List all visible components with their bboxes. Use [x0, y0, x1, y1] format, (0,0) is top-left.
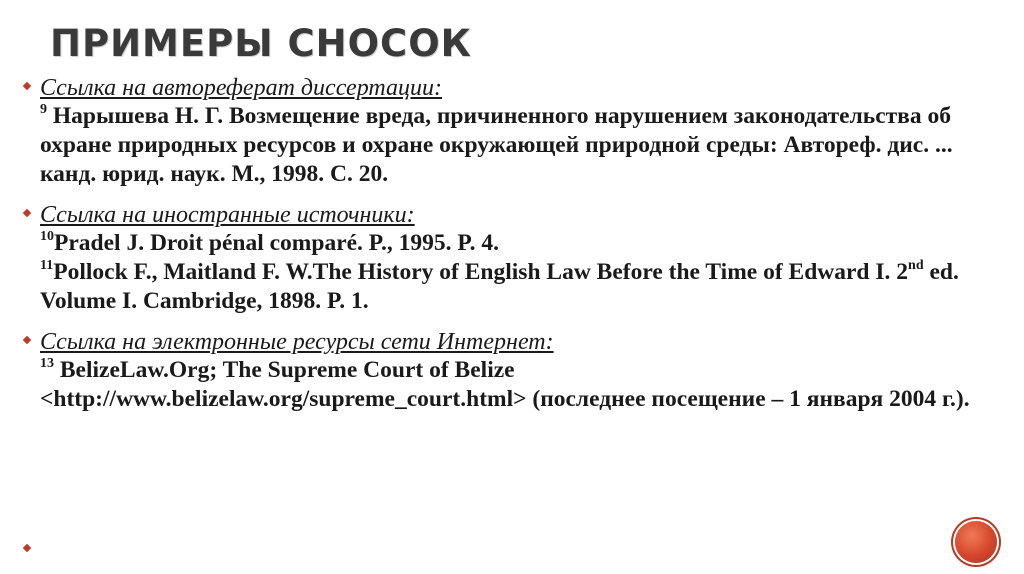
- section-heading: Ссылка на автореферат диссертации:: [40, 75, 442, 101]
- footnote-text: Нарышева Н. Г. Возмещение вреда, причиненного нарушением законодательства об охране природных ресурсов и охране окружающей природной среды: Автореф. дис. ... канд. юрид. наук. М., 1998. С. 20.: [40, 103, 953, 187]
- footnote-number: 11: [40, 258, 54, 274]
- footnote-text: Pollock F., Maitland F. W.The History of English Law Before the Time of Edward I. 2: [53, 259, 909, 285]
- diamond-bullet-icon: [23, 209, 31, 217]
- section-internet-resources: [22, 328, 1002, 414]
- footnote-entry: [40, 258, 1002, 316]
- footnote-entry: [40, 102, 1002, 189]
- footnote-text: Pradel J. Droit pénal comparé. P., 1995. P. 4.: [54, 230, 499, 256]
- footnote-number: 13: [40, 356, 54, 372]
- diamond-bullet-icon: [23, 336, 31, 344]
- footnote-text: BelizeLaw.Org; The Supreme Court of Belize <http://www.belizelaw.org/supreme_court.html> (последнее посещение – 1 января 2004 г.).: [40, 357, 970, 412]
- circle-nav-button-icon[interactable]: [955, 521, 997, 563]
- section-dissertation: [22, 74, 1002, 189]
- ordinal-suffix: nd: [908, 258, 924, 274]
- footnote-examples-list: [22, 74, 1002, 414]
- empty-bullet-icon: [23, 544, 31, 552]
- footnote-text-continued: ed. Volume I. Cambridge, 1898. P. 1.: [40, 259, 959, 314]
- footnote-entry: [40, 229, 1002, 258]
- section-heading: Ссылка на иностранные источники:: [40, 202, 415, 228]
- footnote-entry: [40, 356, 1002, 414]
- slide-title: ПРИМЕРЫ СНОСОК: [50, 22, 472, 65]
- footnote-number: 9: [40, 102, 47, 118]
- section-foreign-sources: [22, 201, 1002, 316]
- diamond-bullet-icon: [23, 82, 31, 90]
- section-heading: Ссылка на электронные ресурсы сети Интернет:: [40, 329, 554, 355]
- footnote-number: 10: [40, 229, 54, 245]
